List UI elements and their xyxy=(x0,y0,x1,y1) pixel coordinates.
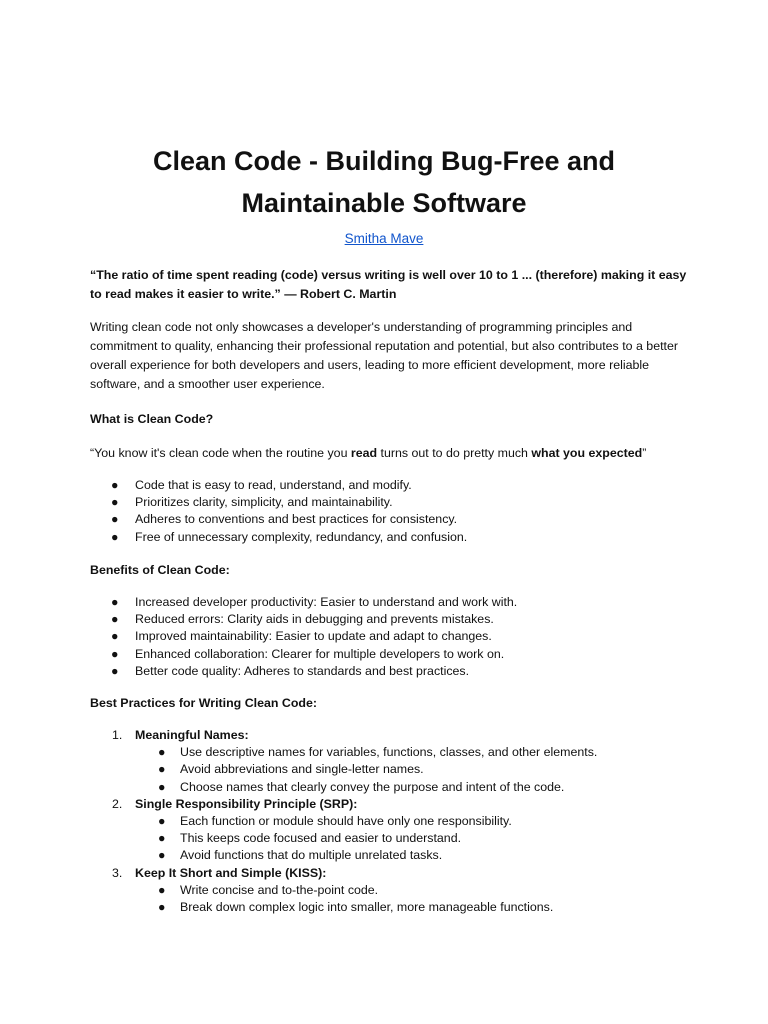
quote-emphasis: what you expected xyxy=(531,446,643,460)
list-item-text: Increased developer productivity: Easier to understand and work with. xyxy=(135,595,518,609)
quote-text: turns out to do pretty much xyxy=(377,446,532,460)
list-item xyxy=(90,663,710,680)
practice-number: 3. xyxy=(112,865,123,880)
practice-number: 2. xyxy=(112,796,123,811)
list-item-text: Reduced errors: Clarity aids in debugging and prevents mistakes. xyxy=(135,612,494,627)
bullet-icon: ● xyxy=(158,745,166,760)
list-item xyxy=(135,813,710,830)
list-item-text: Better code quality: Adheres to standards and best practices. xyxy=(135,663,470,678)
list-item xyxy=(90,611,710,628)
bullet-icon: ● xyxy=(111,478,119,492)
list-item-text: This keeps code focused and easier to understand. xyxy=(180,831,462,846)
document-title xyxy=(0,140,768,224)
bullet-icon: ● xyxy=(111,629,119,644)
quote-text: “You know it's clean code when the routine you xyxy=(90,446,351,460)
list-item-text: Use descriptive names for variables, functions, classes, and other elements. xyxy=(180,745,598,760)
bullet-icon: ● xyxy=(158,831,166,846)
list-item-text: Break down complex logic into smaller, more manageable functions. xyxy=(180,900,554,915)
list-item xyxy=(135,882,710,899)
practice-number: 1. xyxy=(112,728,123,742)
practice-item xyxy=(90,727,710,796)
quote-text: ” xyxy=(642,446,647,460)
practice-sublist xyxy=(135,882,710,916)
quote-emphasis: read xyxy=(350,446,378,460)
list-item xyxy=(135,744,710,761)
list-item-text: Choose names that clearly convey the purpose and intent of the code. xyxy=(180,779,565,794)
bullet-icon: ● xyxy=(158,762,166,777)
list-item xyxy=(90,494,710,511)
section-heading-best-practices: Best Practices for Writing Clean Code: xyxy=(90,696,317,710)
bullet-icon: ● xyxy=(158,900,166,915)
list-item-text: Enhanced collaboration: Clearer for multiple developers to work on. xyxy=(135,646,505,661)
list-item-text: Free of unnecessary complexity, redundancy, and confusion. xyxy=(135,529,468,544)
practice-label: Single Responsibility Principle (SRP): xyxy=(135,796,358,811)
list-item-text: Improved maintainability: Easier to update and adapt to changes. xyxy=(135,629,492,644)
bullet-icon: ● xyxy=(158,848,166,863)
section-heading-benefits: Benefits of Clean Code: xyxy=(90,563,230,577)
list-item xyxy=(90,529,710,546)
definition-list xyxy=(90,477,710,546)
bullet-icon: ● xyxy=(111,612,119,627)
list-item-text: Adheres to conventions and best practices for consistency. xyxy=(135,512,458,527)
bullet-icon: ● xyxy=(111,595,119,609)
list-item-text: Write concise and to-the-point code. xyxy=(180,882,379,897)
list-item-text: Prioritizes clarity, simplicity, and maintainability. xyxy=(135,495,393,510)
practice-label: Keep It Short and Simple (KISS): xyxy=(135,865,327,880)
list-item xyxy=(135,899,710,916)
practice-sublist xyxy=(135,744,710,796)
practice-item xyxy=(90,796,710,865)
author-link[interactable]: Smitha Mave xyxy=(344,231,424,246)
list-item xyxy=(135,761,710,778)
practice-item xyxy=(90,865,710,917)
list-item-text: Code that is easy to read, understand, and modify. xyxy=(135,478,412,492)
author-line xyxy=(0,231,768,246)
list-item-text: Avoid functions that do multiple unrelated tasks. xyxy=(180,848,443,863)
title-line-2: Maintainable Software xyxy=(241,188,527,218)
epigraph-quote: “The ratio of time spent reading (code) versus writing is well over 10 to 1 ... (therefore) making it easy to read makes it easier to write.” — Robert C. Martin xyxy=(90,268,687,301)
practice-sublist xyxy=(135,813,710,865)
bullet-icon: ● xyxy=(158,814,166,829)
intro-paragraph: Writing clean code not only showcases a developer's understanding of programming principles and commitment to quality, enhancing their professional reputation and potential, but also contributes to a better overall experience for both developers and users, leading to more efficient development, more reliable software, and a smoother user experience. xyxy=(90,320,678,391)
bullet-icon: ● xyxy=(111,512,119,527)
bullet-icon: ● xyxy=(111,663,119,678)
bullet-icon: ● xyxy=(111,529,119,544)
title-line-1: Clean Code - Building Bug-Free and xyxy=(152,146,615,176)
list-item xyxy=(90,477,710,494)
list-item xyxy=(135,847,710,864)
list-item xyxy=(90,628,710,645)
benefits-list xyxy=(90,594,710,680)
list-item xyxy=(135,779,710,796)
bullet-icon: ● xyxy=(111,646,119,661)
list-item xyxy=(135,830,710,847)
section-heading-what-is: What is Clean Code? xyxy=(90,412,214,426)
list-item xyxy=(90,511,710,528)
list-item-text: Avoid abbreviations and single-letter names. xyxy=(180,762,424,777)
bullet-icon: ● xyxy=(158,779,166,794)
clean-code-quote xyxy=(90,444,690,463)
list-item xyxy=(90,594,710,611)
practice-label: Meaningful Names: xyxy=(135,728,249,742)
best-practices-list xyxy=(90,727,710,916)
bullet-icon: ● xyxy=(111,495,119,510)
list-item-text: Each function or module should have only one responsibility. xyxy=(180,814,512,829)
bullet-icon: ● xyxy=(158,882,166,897)
list-item xyxy=(90,646,710,663)
